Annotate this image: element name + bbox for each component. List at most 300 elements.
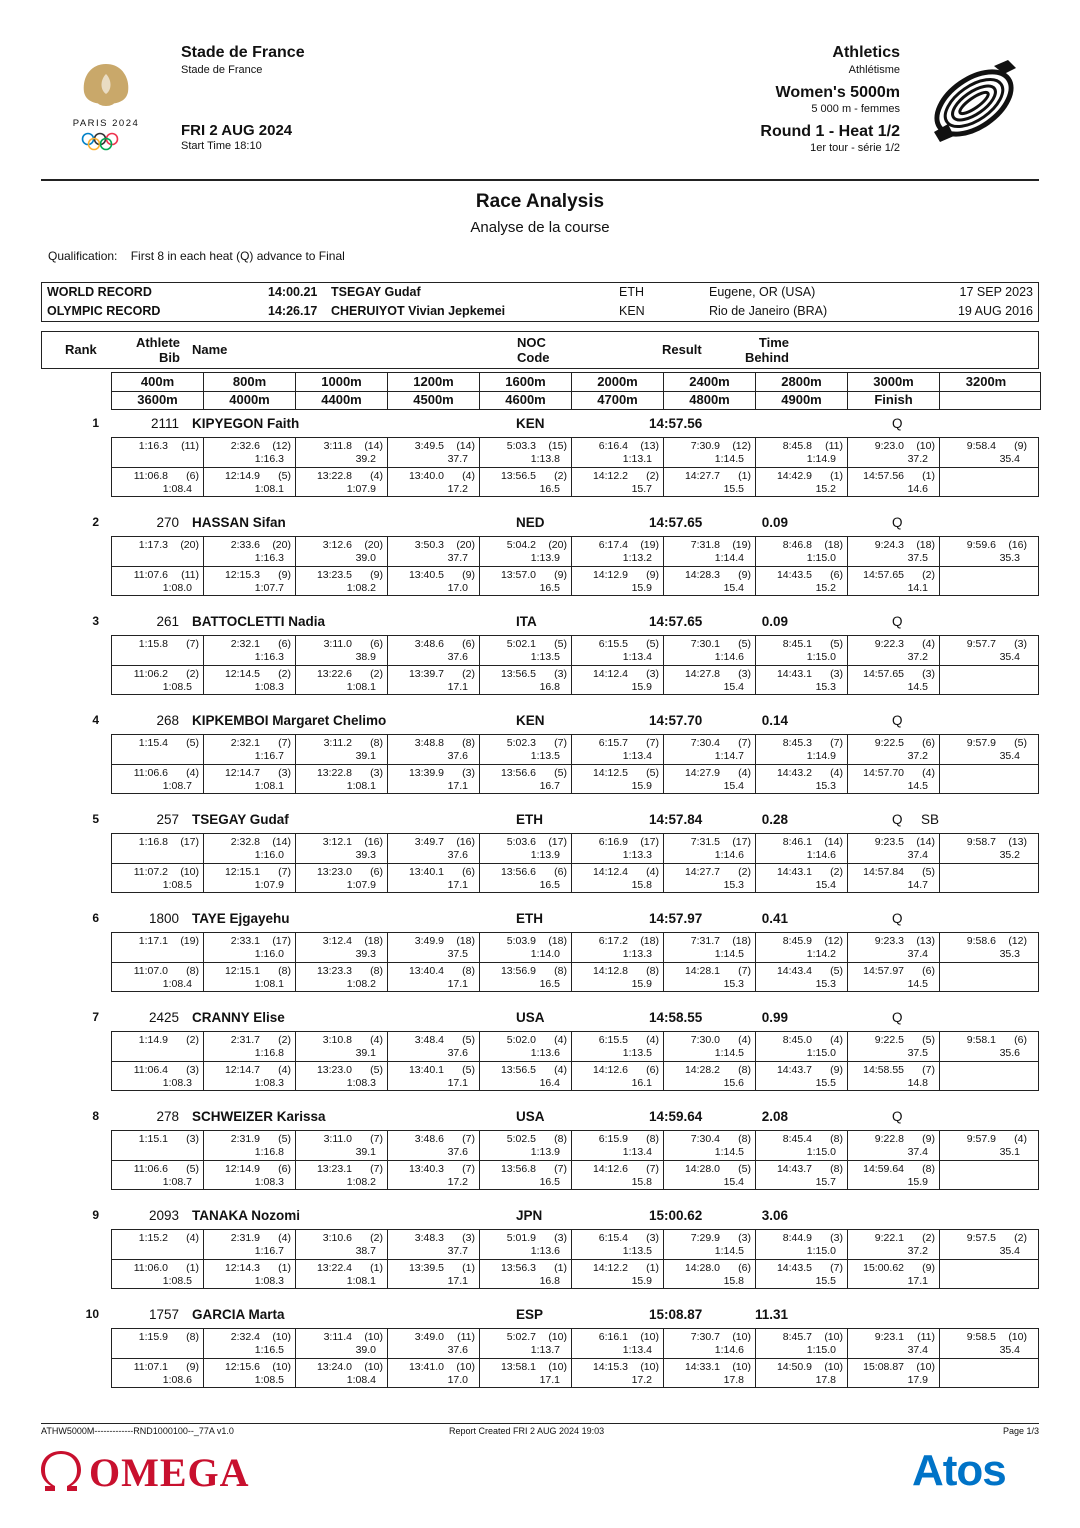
split-time: 13:56.9 <box>500 965 536 977</box>
split-diff-cell <box>112 581 204 595</box>
split-time: 13:56.5 <box>500 470 536 482</box>
split-difference: 1:13.1 <box>622 453 652 465</box>
split-diff-cell <box>388 1145 480 1159</box>
record-label: WORLD RECORD <box>47 285 152 299</box>
split-difference: 1:16.3 <box>254 651 284 663</box>
split-position: (7) <box>830 737 843 749</box>
split-position: (10) <box>548 1361 567 1373</box>
split-diff-cell <box>204 1274 296 1288</box>
split-diff-cell <box>204 947 296 961</box>
athlete-rank: 6 <box>92 911 99 925</box>
split-position: (10) <box>732 1331 751 1343</box>
split-cell <box>480 865 572 879</box>
split-position: (5) <box>278 1133 291 1145</box>
split-time: 2:32.6 <box>230 440 260 452</box>
split-difference: 1:14.5 <box>714 1245 744 1257</box>
omega-wordmark: OMEGA <box>89 1450 250 1495</box>
split-time: 14:57.84 <box>863 866 904 878</box>
split-position: (4) <box>554 1034 567 1046</box>
split-diff-cell <box>204 551 296 565</box>
split-cell <box>664 766 756 780</box>
split-cell <box>388 1360 480 1374</box>
split-label: 2800m <box>756 373 848 391</box>
split-cell <box>204 469 296 483</box>
split-difference: 1:08.4 <box>162 978 192 990</box>
split-time: 3:48.6 <box>414 638 444 650</box>
split-position: (18) <box>364 935 383 947</box>
athlete-name: TAYE Ejgayehu <box>192 911 290 926</box>
split-difference: 1:14.2 <box>806 948 836 960</box>
split-diff-cell <box>848 1076 940 1090</box>
split-difference: 1:08.1 <box>254 483 284 495</box>
split-difference: 39.1 <box>355 750 376 762</box>
athlete-noc: KEN <box>516 416 545 431</box>
sport-name-fr: Athlétisme <box>848 64 900 76</box>
split-difference: 37.6 <box>447 750 468 762</box>
split-time: 14:43.7 <box>776 1163 812 1175</box>
split-time: 14:28.1 <box>684 965 720 977</box>
split-position: (4) <box>186 1232 199 1244</box>
split-diff-cell <box>296 947 388 961</box>
split-position: (4) <box>370 1034 383 1046</box>
split-cell <box>572 568 664 582</box>
split-time: 11:06.0 <box>133 1262 168 1274</box>
split-difference: 1:15.0 <box>806 1146 836 1158</box>
split-position: (18) <box>640 935 659 947</box>
split-difference: 1:08.0 <box>162 582 192 594</box>
split-difference: 1:13.4 <box>622 750 652 762</box>
split-diff-cell <box>572 878 664 892</box>
split-difference: 16.7 <box>539 780 560 792</box>
split-diff-cell <box>756 848 848 862</box>
record-place: Rio de Janeiro (BRA) <box>709 304 828 318</box>
split-position: (6) <box>370 638 383 650</box>
split-difference: 1:07.9 <box>346 483 376 495</box>
start-time: Start Time 18:10 <box>181 140 262 152</box>
split-difference: 15.5 <box>815 1077 836 1089</box>
split-cell <box>480 439 572 453</box>
split-time: 13:56.3 <box>500 1262 536 1274</box>
split-difference: 1:13.5 <box>530 750 560 762</box>
split-difference: 1:13.4 <box>622 1344 652 1356</box>
split-cell <box>756 1132 848 1146</box>
venue-block <box>181 44 305 76</box>
split-position: (8) <box>646 965 659 977</box>
split-cell <box>572 1231 664 1245</box>
split-diff-cell <box>756 779 848 793</box>
split-difference: 37.4 <box>907 849 928 861</box>
record-date: 17 SEP 2023 <box>959 285 1033 299</box>
split-cell <box>480 538 572 552</box>
split-label <box>940 391 1032 409</box>
split-diff-cell <box>664 1343 756 1357</box>
split-difference: 1:08.5 <box>162 879 192 891</box>
split-diff-cell <box>388 1343 480 1357</box>
split-grid-divider <box>112 1160 1038 1161</box>
split-grid <box>111 437 1039 497</box>
split-diff-cell <box>204 749 296 763</box>
split-position: (16) <box>456 836 475 848</box>
report-created: Report Created FRI 2 AUG 2024 19:03 <box>449 1426 605 1436</box>
split-cell <box>756 1231 848 1245</box>
split-time: 13:39.7 <box>408 668 444 680</box>
split-cell <box>388 766 480 780</box>
athlete-result: 15:08.87 <box>649 1307 703 1322</box>
split-time: 14:12.9 <box>592 569 628 581</box>
split-cell <box>756 568 848 582</box>
split-position: (1) <box>646 1262 659 1274</box>
split-position: (3) <box>554 668 567 680</box>
split-position: (2) <box>370 668 383 680</box>
split-cell <box>112 766 204 780</box>
split-diff-cell <box>388 581 480 595</box>
split-time: 13:40.5 <box>408 569 444 581</box>
split-position: (19) <box>732 539 751 551</box>
athletics-track-icon <box>924 58 1024 148</box>
split-diff-cell <box>296 482 388 496</box>
split-diff-cell <box>480 452 572 466</box>
event-block <box>760 44 900 154</box>
split-position: (4) <box>462 470 475 482</box>
split-difference: 1:08.3 <box>162 1077 192 1089</box>
split-label: Finish <box>848 391 940 409</box>
athlete-noc: ETH <box>516 812 543 827</box>
col-name: Name <box>192 342 228 357</box>
split-difference: 35.4 <box>999 1245 1020 1257</box>
split-label: 4800m <box>664 391 756 409</box>
split-diff-cell <box>664 1274 756 1288</box>
split-position: (5) <box>1014 737 1027 749</box>
split-position: (2) <box>186 668 199 680</box>
split-time: 12:14.9 <box>224 1163 260 1175</box>
split-position: (10) <box>548 1331 567 1343</box>
record-holder: TSEGAY Gudaf <box>331 285 421 299</box>
venue-sub: Stade de France <box>181 64 263 76</box>
athlete-rank: 1 <box>92 416 99 430</box>
split-diff-cell <box>480 551 572 565</box>
split-difference: 37.5 <box>907 1047 928 1059</box>
report-code: ATHW5000M-------------RND1000100--_77A v1.0 <box>41 1426 234 1436</box>
athlete-noc: KEN <box>516 713 545 728</box>
split-position: (7) <box>554 737 567 749</box>
split-time: 14:12.2 <box>592 1262 628 1274</box>
split-cell <box>664 637 756 651</box>
split-difference: 37.6 <box>447 1344 468 1356</box>
split-cell <box>572 1063 664 1077</box>
split-cell <box>940 1231 1032 1245</box>
split-diff-cell <box>848 650 940 664</box>
split-position: (5) <box>738 1163 751 1175</box>
athlete-time-behind: 0.14 <box>761 713 788 728</box>
split-position: (11) <box>181 569 199 581</box>
split-cell <box>756 667 848 681</box>
split-label: 2400m <box>664 373 756 391</box>
split-difference: 1:14.6 <box>714 651 744 663</box>
split-difference: 16.5 <box>539 582 560 594</box>
split-difference: 17.1 <box>447 681 468 693</box>
split-cell <box>112 637 204 651</box>
split-diff-cell <box>572 551 664 565</box>
split-position: (10) <box>732 1361 751 1373</box>
world-record-row <box>42 283 1038 302</box>
split-diff-cell <box>204 482 296 496</box>
split-difference: 35.1 <box>999 1146 1020 1158</box>
split-position: (2) <box>462 668 475 680</box>
split-position: (3) <box>922 668 935 680</box>
split-diff-cell <box>572 1076 664 1090</box>
split-position: (12) <box>824 935 843 947</box>
split-cell <box>388 1330 480 1344</box>
split-position: (10) <box>364 1361 383 1373</box>
split-time: 13:56.8 <box>500 1163 536 1175</box>
split-cell <box>848 439 940 453</box>
split-difference: 1:14.5 <box>714 1047 744 1059</box>
split-time: 8:45.3 <box>782 737 812 749</box>
split-diff-cell <box>940 947 1032 961</box>
split-diff-cell <box>388 749 480 763</box>
split-diff-cell <box>756 947 848 961</box>
split-position: (19) <box>180 935 199 947</box>
split-position: (7) <box>186 638 199 650</box>
split-cell <box>664 667 756 681</box>
split-time: 9:23.0 <box>874 440 904 452</box>
split-position: (13) <box>1008 836 1027 848</box>
split-diff-cell <box>204 650 296 664</box>
athlete-bib: 2111 <box>150 416 179 431</box>
split-grid-divider <box>112 1259 1038 1260</box>
split-time: 8:45.8 <box>782 440 812 452</box>
split-diff-cell <box>572 1244 664 1258</box>
record-place: Eugene, OR (USA) <box>709 285 816 299</box>
split-cell <box>388 1132 480 1146</box>
split-diff-cell <box>204 680 296 694</box>
split-cell <box>848 667 940 681</box>
split-cell <box>756 736 848 750</box>
split-position: (7) <box>462 1163 475 1175</box>
split-position: (7) <box>738 965 751 977</box>
athlete-qualification: Q <box>892 416 903 431</box>
split-position: (6) <box>738 1262 751 1274</box>
split-time: 13:23.0 <box>316 866 352 878</box>
split-time: 13:56.5 <box>500 668 536 680</box>
split-grid <box>111 734 1039 794</box>
split-cell <box>112 1231 204 1245</box>
split-grid <box>111 1130 1039 1190</box>
split-time: 9:57.9 <box>966 1133 996 1145</box>
split-time: 9:58.6 <box>966 935 996 947</box>
split-cell <box>388 637 480 651</box>
split-time: 9:59.6 <box>966 539 996 551</box>
split-diff-cell <box>848 1274 940 1288</box>
split-position: (5) <box>462 1034 475 1046</box>
split-difference: 1:13.9 <box>530 1146 560 1158</box>
split-diff-cell <box>572 1373 664 1387</box>
split-time: 14:42.9 <box>776 470 812 482</box>
split-cell <box>204 1231 296 1245</box>
split-diff-cell <box>480 1175 572 1189</box>
athlete-name: TSEGAY Gudaf <box>192 812 289 827</box>
split-time: 14:57.65 <box>863 668 904 680</box>
split-position: (8) <box>738 1064 751 1076</box>
split-cell <box>296 1231 388 1245</box>
split-difference: 16.8 <box>539 1275 560 1287</box>
split-position: (2) <box>278 1034 291 1046</box>
split-position: (9) <box>186 1361 199 1373</box>
split-diff-cell <box>756 452 848 466</box>
split-difference: 15.3 <box>815 978 836 990</box>
split-cell <box>204 568 296 582</box>
split-diff-cell <box>756 1274 848 1288</box>
split-time: 3:12.4 <box>322 935 352 947</box>
split-difference: 15.3 <box>723 978 744 990</box>
split-time: 14:15.3 <box>592 1361 628 1373</box>
split-difference: 35.4 <box>999 651 1020 663</box>
split-difference: 1:15.0 <box>806 1344 836 1356</box>
split-diff-cell <box>480 1274 572 1288</box>
split-difference: 1:15.0 <box>806 1047 836 1059</box>
split-grid-divider <box>112 1358 1038 1359</box>
split-difference: 17.2 <box>447 483 468 495</box>
col-behind: Behind <box>744 350 789 365</box>
split-position: (18) <box>732 935 751 947</box>
split-cell <box>112 835 204 849</box>
split-position: (10) <box>824 1331 843 1343</box>
split-difference: 1:13.6 <box>530 1047 560 1059</box>
split-difference: 1:08.1 <box>254 978 284 990</box>
split-difference: 1:08.3 <box>254 681 284 693</box>
athlete-noc: NED <box>516 515 545 530</box>
split-time: 9:22.3 <box>874 638 904 650</box>
split-diff-cell <box>112 1145 204 1159</box>
split-position: (11) <box>457 1331 475 1343</box>
split-difference: 16.4 <box>539 1077 560 1089</box>
split-difference: 15.5 <box>723 483 744 495</box>
split-cell <box>756 835 848 849</box>
split-cell <box>204 1132 296 1146</box>
split-position: (9) <box>922 1133 935 1145</box>
split-cell <box>480 637 572 651</box>
split-position: (6) <box>186 470 199 482</box>
split-diff-cell <box>296 1343 388 1357</box>
split-position: (1) <box>278 1262 291 1274</box>
split-diff-cell <box>296 1373 388 1387</box>
split-difference: 15.4 <box>723 1176 744 1188</box>
split-cell <box>296 1132 388 1146</box>
split-cell <box>756 1162 848 1176</box>
split-difference: 1:07.9 <box>254 879 284 891</box>
split-time: 13:23.0 <box>316 1064 352 1076</box>
split-time: 14:12.2 <box>592 470 628 482</box>
column-header <box>41 331 1039 369</box>
athlete-rank: 7 <box>92 1010 99 1024</box>
split-time: 13:40.0 <box>408 470 444 482</box>
athlete-result: 14:58.55 <box>649 1010 703 1025</box>
split-time: 9:57.5 <box>966 1232 996 1244</box>
athlete-name: BATTOCLETTI Nadia <box>192 614 326 629</box>
split-difference: 1:08.7 <box>162 780 192 792</box>
split-cell <box>480 934 572 948</box>
split-time: 14:12.6 <box>592 1064 628 1076</box>
split-diff-cell <box>940 650 1032 664</box>
record-time: 14:00.21 <box>268 285 318 299</box>
split-position: (3) <box>1014 638 1027 650</box>
split-time: 11:06.6 <box>133 1163 168 1175</box>
title-block <box>0 191 1080 236</box>
paris-logo-text: PARIS 2024 <box>72 118 140 129</box>
split-position: (8) <box>186 965 199 977</box>
split-label: 4500m <box>388 391 480 409</box>
split-position: (3) <box>554 1232 567 1244</box>
split-cell <box>848 1261 940 1275</box>
split-position: (4) <box>922 638 935 650</box>
split-cell <box>572 964 664 978</box>
split-cell <box>664 1162 756 1176</box>
split-grid <box>111 932 1039 992</box>
split-label: 2000m <box>572 373 664 391</box>
split-position: (9) <box>830 1064 843 1076</box>
split-difference: 1:08.4 <box>162 483 192 495</box>
split-cell <box>756 469 848 483</box>
split-position: (18) <box>916 539 935 551</box>
split-diff-cell <box>572 947 664 961</box>
split-time: 7:31.8 <box>690 539 720 551</box>
split-difference: 37.2 <box>907 1245 928 1257</box>
athlete-bib: 2425 <box>148 1010 179 1025</box>
split-diff-cell <box>664 779 756 793</box>
athlete-noc: USA <box>516 1010 545 1025</box>
split-diff-cell <box>940 848 1032 862</box>
split-time: 7:31.5 <box>690 836 720 848</box>
split-diff-cell <box>296 878 388 892</box>
split-difference: 37.6 <box>447 1047 468 1059</box>
split-diff-cell <box>940 1244 1032 1258</box>
split-cell <box>480 964 572 978</box>
split-position: (8) <box>462 965 475 977</box>
split-diff-cell <box>112 947 204 961</box>
split-cell <box>848 1231 940 1245</box>
record-noc: KEN <box>619 304 645 318</box>
athlete-time-behind: 0.09 <box>761 515 788 530</box>
split-position: (20) <box>456 539 475 551</box>
split-diff-cell <box>296 1046 388 1060</box>
split-time: 13:56.6 <box>500 767 536 779</box>
col-result: Result <box>662 342 702 357</box>
split-cell <box>204 667 296 681</box>
split-cell <box>296 667 388 681</box>
split-diff-cell <box>848 1175 940 1189</box>
split-position: (4) <box>278 1232 291 1244</box>
split-diff-cell <box>664 1046 756 1060</box>
split-position: (6) <box>278 1163 291 1175</box>
split-time: 5:02.5 <box>506 1133 536 1145</box>
split-position: (5) <box>554 767 567 779</box>
split-label: 4600m <box>480 391 572 409</box>
athlete-rank: 2 <box>92 515 99 529</box>
athlete-qualification: Q <box>892 1109 903 1124</box>
split-time: 1:17.3 <box>138 539 168 551</box>
split-difference: 39.1 <box>355 1047 376 1059</box>
split-cell <box>296 865 388 879</box>
split-time: 1:15.2 <box>138 1232 168 1244</box>
split-time: 3:11.0 <box>323 1133 352 1145</box>
split-position: (3) <box>738 1232 751 1244</box>
split-difference: 15.7 <box>631 483 652 495</box>
split-position: (8) <box>646 1133 659 1145</box>
split-position: (14) <box>456 440 475 452</box>
split-position: (1) <box>462 1262 475 1274</box>
split-position: (2) <box>922 1232 935 1244</box>
split-difference: 15.2 <box>815 582 836 594</box>
